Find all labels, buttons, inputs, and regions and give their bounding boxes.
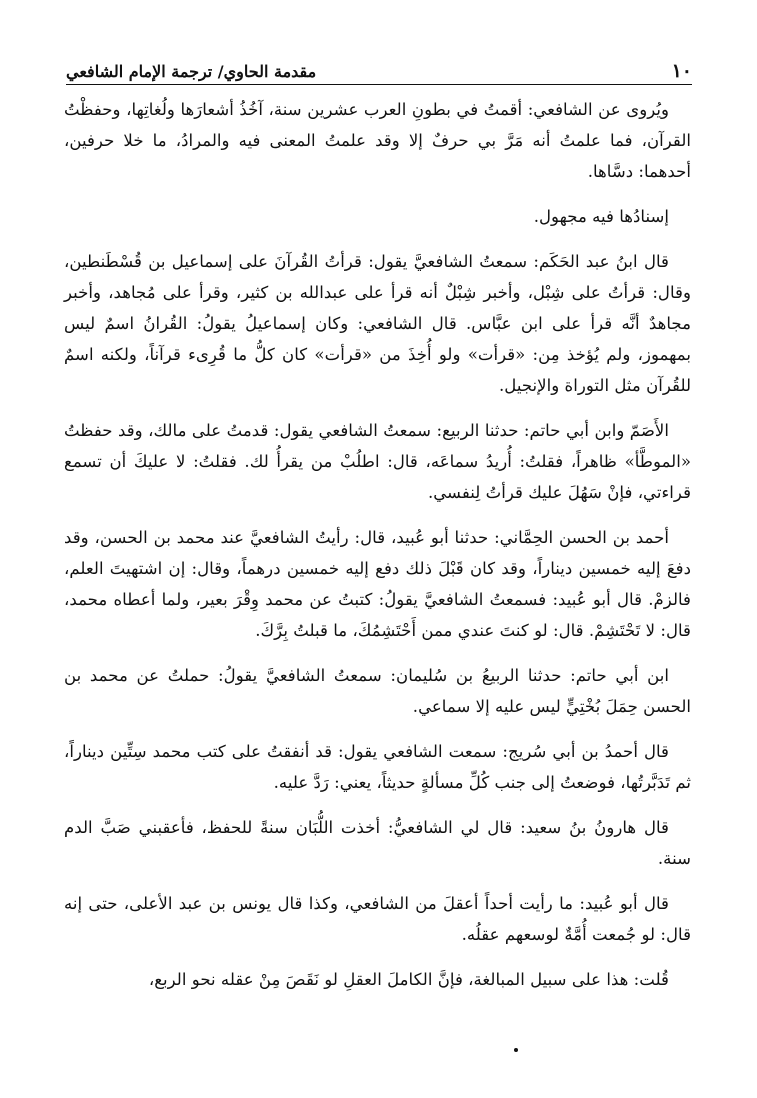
paragraph: أحمد بن الحسن الحِمَّاني: حدثنا أبو عُبيد، قال: رأيتُ الشافعيَّ عند محمد بن الحسن، وقد دفعَ إليه خمسين ديناراً، وقد كان قَبْلَ ذلك دفع إليه خمسين درهماً، وقال: إن اشتهيتَ العلم، فالزمْ. قال أبو عُبيد: فسمعتُ الشافعيَّ يقولُ: كتبتُ عن محمد وِقْرَ بعير، ولما أعطاه محمد، قال: لا تَحْتَشِمْ. قال: لو كنتَ عندي ممن أَحْتَشِمُكَ، ما قبلتُ بِرَّكَ.: [64, 528, 691, 640]
footer-dot: [514, 1048, 518, 1052]
paragraph: إسنادُها فيه مجهول.: [533, 207, 669, 226]
paragraph: قُلت: هذا على سبيل المبالغة، فإنَّ الكاملَ العقلِ لو نَقَصَ مِنْ عقله نحو الربع،: [148, 970, 669, 989]
paragraph: ويُروى عن الشافعي: أقمتُ في بطونِ العرب عشرين سنة، آخُذُ أشعارَها ولُغاتِها، وحفظْتُ القرآن، فما علمتُ أنه مَرَّ بي حرفٌ إلا وقد علمتُ المعنى فيه والمرادُ، ما خلا حرفين، أحدهما: دسَّاها.: [64, 100, 691, 181]
paragraph: ابن أبي حاتم: حدثنا الربيعُ بن سُليمان: سمعتُ الشافعيَّ يقولُ: حملتُ عن محمد بن الحسن حِمَلَ بُخْتِيٍّ ليس عليه إلا سماعي.: [64, 666, 691, 716]
running-title: مقدمة الحاوي/ ترجمة الإمام الشافعي: [66, 61, 317, 81]
paragraph: قال ابنُ عبد الحَكَم: سمعتُ الشافعيَّ يقول: قرأتُ القُرآنَ على إسماعيل بن قُسْطَنطين، وقال: قرأتُ على شِبْل، وأخبر شِبْلٌ أنه قرأ على عبدالله بن كثير، وقرأ على مُجاهد، وأخبر مجاهدٌ أنَّه قرأ على ابن عبَّاس. قال الشافعي: وكان إسماعيلُ يقولُ: القُرانُ اسمٌ ليس بمهموز، ولم يُؤخذ مِن: «قرأت» ولو أُخِذَ من «قرأت» كان كلُّ ما قُرِىء قرآناً، ولكنه اسمٌ للقُرآن مثل التوراة والإنجيل.: [64, 252, 691, 395]
page-number: ١٠: [671, 60, 692, 82]
paragraph: الأَصَمّ وابن أبي حاتم: حدثنا الربيع: سمعتُ الشافعي يقول: قدمتُ على مالك، وقد حفظتُ «الموطَّأ» ظاهراً، فقلتُ: أُريدُ سماعَه، قال: اطلُبْ من يقرأُ لك. فقلتُ: لا عليكَ أن تسمع قراءتي، فإنْ سَهُلَ عليك قرأتُ لِنفسي.: [64, 421, 691, 502]
paragraph: قال هارونُ بنُ سعيد: قال لي الشافعيُّ: أخذت اللُّبَان سنةً للحفظ، فأعقبني صَبَّ الدم سنة.: [64, 818, 691, 868]
paragraph: قال أبو عُبيد: ما رأيت أحداً أعقلَ من الشافعي، وكذا قال يونس بن عبد الأعلى، حتى إنه قال: لو جُمعت أُمَّةٌ لوسعهم عقلُه.: [64, 894, 691, 944]
paragraph: قال أحمدُ بن أبي سُريج: سمعت الشافعي يقول: قد أنفقتُ على كتب محمد سِتِّين ديناراً، ثم تَدَبَّرتُها، فوضعتُ إلى جنب كُلِّ مسألةٍ حديثاً، يعني: رَدَّ عليه.: [64, 742, 691, 792]
running-header: [66, 58, 692, 85]
page-body: [64, 94, 691, 995]
